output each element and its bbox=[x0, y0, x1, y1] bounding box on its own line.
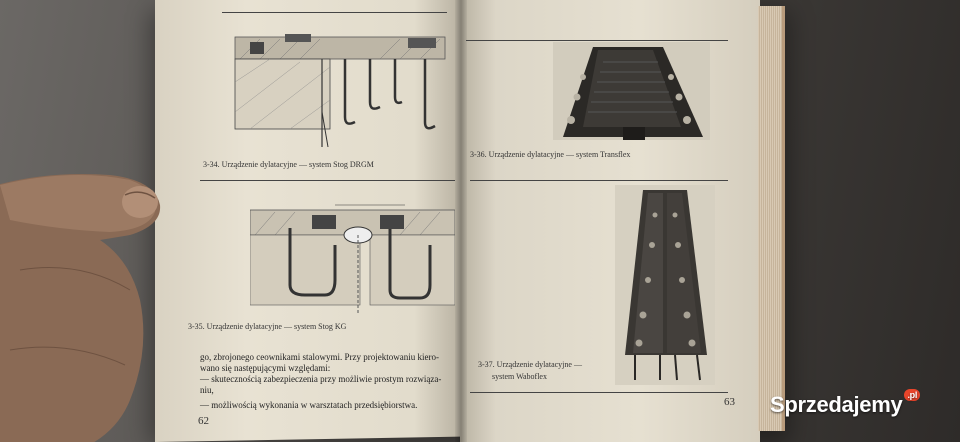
right-mid-rule bbox=[470, 180, 728, 181]
figure-3-35-caption: 3-35. Urządzenie dylatacyjne — system Stog KG bbox=[188, 322, 347, 331]
watermark-text: Sprzedajemy bbox=[770, 392, 903, 417]
left-mid-rule bbox=[200, 180, 455, 181]
figure-3-36-photo bbox=[553, 42, 710, 140]
right-page-number: 63 bbox=[724, 396, 735, 408]
hand bbox=[0, 150, 210, 442]
figure-3-37-caption-line1: 3-37. Urządzenie dylatacyjne — bbox=[478, 360, 582, 369]
left-page-number: 62 bbox=[198, 415, 209, 427]
text-line: niu, bbox=[200, 385, 214, 395]
left-top-rule bbox=[222, 12, 447, 13]
watermark bbox=[770, 392, 920, 418]
figure-3-37-photo bbox=[615, 185, 715, 385]
text-line: go, zbrojonego ceownikami stalowymi. Przy projektowaniu kiero- bbox=[200, 352, 439, 362]
text-line: — możliwością wykonania w warsztatach przedsiębiorstwa. bbox=[200, 400, 418, 410]
left-page-text bbox=[200, 352, 450, 411]
book-gutter bbox=[455, 0, 467, 442]
right-top-rule bbox=[466, 40, 728, 41]
right-bottom-rule bbox=[470, 392, 728, 393]
figure-3-35-drawing bbox=[250, 190, 455, 315]
figure-3-37-caption-line2: system Waboflex bbox=[492, 372, 547, 381]
figure-3-34-caption: 3-34. Urządzenie dylatacyjne — system Stog DRGM bbox=[203, 160, 374, 169]
watermark-badge: .pl bbox=[904, 389, 920, 401]
text-line: wano się następującymi względami: bbox=[200, 363, 331, 373]
text-line: — skutecznością zabezpieczenia przy możliwie prostym rozwiąza- bbox=[200, 374, 442, 384]
page-stack-edge bbox=[758, 6, 785, 431]
figure-3-36-caption: 3-36. Urządzenie dylatacyjne — system Transflex bbox=[470, 150, 631, 159]
figure-3-34-drawing bbox=[230, 22, 455, 147]
